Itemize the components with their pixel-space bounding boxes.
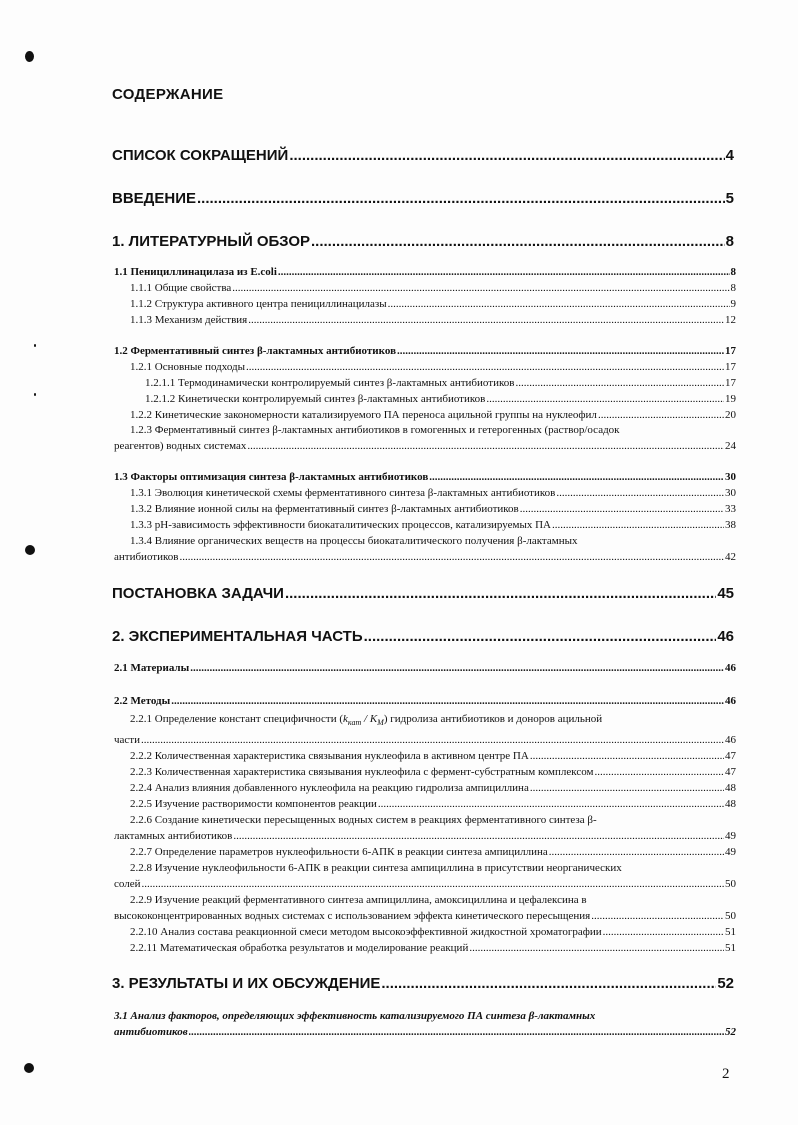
- toc-entry-problem-statement[interactable]: [112, 585, 734, 602]
- toc-leader-dots: [171, 695, 724, 707]
- toc-entry-2-2-9[interactable]: [114, 910, 736, 922]
- toc-entry-page: 48: [725, 798, 736, 810]
- toc-entry-label-cont: солей: [114, 878, 141, 890]
- toc-entry-label: 1.3.2 Влияние ионной силы на ферментативный синтез β-лактамных антибиотиков: [130, 503, 519, 515]
- toc-entry-page: 24: [725, 440, 736, 452]
- toc-entry-label: ВВЕДЕНИЕ: [112, 190, 196, 207]
- toc-entry-page: 38: [725, 519, 736, 531]
- toc-entry-2-2-5[interactable]: [130, 798, 736, 810]
- toc-entry-page: 4: [725, 147, 734, 164]
- toc-entry-label: 1.3 Факторы оптимизация синтеза β-лактамных антибиотиков: [114, 471, 429, 483]
- scan-speck: [25, 545, 35, 555]
- toc-leader-dots: [530, 782, 724, 794]
- toc-entry-page: 5: [725, 190, 734, 207]
- toc-entry-1-2-1-2[interactable]: [145, 393, 736, 405]
- toc-entry-page: 46: [725, 662, 736, 674]
- formula-K: K: [369, 713, 378, 725]
- toc-entry-label: 2.2 Методы: [114, 695, 171, 707]
- toc-entry-2-1[interactable]: [114, 662, 736, 674]
- toc-leader-dots: [197, 190, 725, 207]
- toc-leader-dots: [603, 926, 724, 938]
- toc-entry-2-2-1[interactable]: [114, 734, 736, 746]
- toc-entry-1-3-3[interactable]: [130, 519, 736, 531]
- toc-leader-dots: [142, 878, 725, 890]
- toc-entry-abbreviations[interactable]: [112, 147, 734, 164]
- toc-entry-2-2-8[interactable]: [114, 878, 736, 890]
- toc-leader-dots: [486, 393, 724, 405]
- toc-leader-dots: [378, 798, 724, 810]
- toc-entry-label: 1.2.2 Кинетические закономерности катализируемого ПА переноса ацильной группы на нуклеофил: [130, 409, 597, 421]
- toc-entry-2-2-10[interactable]: [130, 926, 736, 938]
- toc-entry-page: 50: [725, 878, 736, 890]
- toc-entry-page: 50: [725, 910, 736, 922]
- scan-speck: [25, 51, 34, 62]
- toc-entry-1-1[interactable]: [114, 266, 736, 278]
- toc-entry-page: 47: [725, 750, 736, 762]
- toc-entry-page: 49: [725, 846, 736, 858]
- toc-leader-dots: [141, 734, 724, 746]
- toc-entry-page: 52: [725, 1026, 736, 1038]
- toc-entry-3-1[interactable]: [114, 1026, 736, 1038]
- toc-entry-label-cont: антибиотиков: [114, 1026, 188, 1038]
- toc-entry-1-2-3[interactable]: [114, 440, 736, 452]
- toc-entry-label: 1.3.1 Эволюция кинетической схемы ферментативного синтеза β-лактамных антибиотиков: [130, 487, 556, 499]
- toc-entry-page: 33: [725, 503, 736, 515]
- toc-entry-page: 46: [725, 734, 736, 746]
- toc-entry-label: 2.2.10 Анализ состава реакционной смеси методом высокоэффективной жидкостной хроматографии: [130, 926, 602, 938]
- toc-entry-label: 1. ЛИТЕРАТУРНЫЙ ОБЗОР: [112, 233, 311, 250]
- toc-entry-label: 1.1.1 Общие свойства: [130, 282, 232, 294]
- toc-entry-label: 1.2.1.1 Термодинамически контролируемый синтез β-лактамных антибиотиков: [145, 377, 515, 389]
- toc-entry-page: 17: [725, 377, 736, 389]
- formula-K-sub: M: [377, 718, 384, 728]
- toc-entry-1-1-3[interactable]: [130, 314, 736, 326]
- toc-entry-label: 3. РЕЗУЛЬТАТЫ И ИХ ОБСУЖДЕНИЕ: [112, 975, 381, 992]
- toc-entry-label: 2.2.1 Определение констант специфичности (: [130, 713, 344, 725]
- toc-leader-dots: [232, 282, 729, 294]
- toc-entry-page: 49: [725, 830, 736, 842]
- toc-entry-1-3-1[interactable]: [130, 487, 736, 499]
- toc-leader-dots: [469, 942, 724, 954]
- toc-entry-2-2-8-label[interactable]: 2.2.8 Изучение нуклеофильности 6-АПК в реакции синтеза ампициллина в присутствии неорганических: [130, 862, 622, 874]
- toc-leader-dots: [549, 846, 724, 858]
- toc-leader-dots: [233, 830, 724, 842]
- toc-entry-label: 1.2.1.2 Кинетически контролируемый синтез β-лактамных антибиотиков: [145, 393, 486, 405]
- toc-entry-label: 2.2.4 Анализ влияния добавленного нуклеофила на реакцию гидролиза ампициллина: [130, 782, 529, 794]
- toc-entry-page: 52: [717, 975, 734, 992]
- toc-entry-1-1-1[interactable]: [130, 282, 736, 294]
- toc-entry-introduction[interactable]: [112, 190, 734, 207]
- toc-entry-label-cont: высококонцентрированных водных системах с использованием эффекта кинетического пересыщения: [114, 910, 591, 922]
- toc-entry-1-2-2[interactable]: [130, 409, 736, 421]
- toc-entry-page: 48: [725, 782, 736, 794]
- toc-leader-dots: [311, 233, 725, 250]
- toc-entry-results[interactable]: [112, 975, 734, 992]
- toc-entry-page: 20: [725, 409, 736, 421]
- formula-k: k: [343, 713, 348, 725]
- toc-leader-dots: [552, 519, 724, 531]
- toc-entry-label: 2.2.7 Определение параметров нуклеофильности 6-АПК в реакции синтеза ампициллина: [130, 846, 548, 858]
- toc-leader-dots: [179, 551, 724, 563]
- toc-leader-dots: [246, 361, 724, 373]
- scan-speck: [24, 1063, 34, 1073]
- toc-entry-label: 1.2.1 Основные подходы: [130, 361, 245, 373]
- toc-entry-page: 46: [725, 695, 736, 707]
- toc-heading: СОДЕРЖАНИЕ: [112, 86, 224, 103]
- toc-leader-dots: [598, 409, 724, 421]
- toc-entry-page: 8: [730, 282, 736, 294]
- toc-entry-1-3-4[interactable]: [114, 551, 736, 563]
- toc-entry-2-2-2[interactable]: [130, 750, 736, 762]
- toc-entry-label: СПИСОК СОКРАЩЕНИЙ: [112, 147, 289, 164]
- toc-leader-dots: [556, 487, 724, 499]
- toc-entry-page: 51: [725, 942, 736, 954]
- toc-entry-1-2-1-1[interactable]: [145, 377, 736, 389]
- toc-leader-dots: [285, 585, 716, 602]
- toc-entry-page: 47: [725, 766, 736, 778]
- toc-entry-label: 2.2.2 Количественная характеристика связывания нуклеофила в активном центре ПА: [130, 750, 529, 762]
- toc-leader-dots: [278, 266, 730, 278]
- toc-entry-label-cont: реагентов) водных системах: [114, 440, 247, 452]
- toc-entry-label: 1.1.3 Механизм действия: [130, 314, 248, 326]
- toc-leader-dots: [388, 298, 730, 310]
- toc-entry-2-2-7[interactable]: [130, 846, 736, 858]
- toc-entry-1-1-2[interactable]: [130, 298, 736, 310]
- toc-entry-label: 1.1 Пенициллинацилаза из E.coli: [114, 266, 277, 278]
- toc-leader-dots: [520, 503, 724, 515]
- page-number: 2: [722, 1066, 730, 1082]
- toc-entry-1-3[interactable]: [114, 471, 736, 483]
- scan-speck: [34, 393, 36, 396]
- scan-speck: [34, 344, 36, 347]
- toc-leader-dots: [289, 147, 724, 164]
- toc-entry-label: ПОСТАНОВКА ЗАДАЧИ: [112, 585, 284, 602]
- toc-entry-3-1-label[interactable]: 3.1 Анализ факторов, определяющих эффективность катализируемого ПА синтеза β-лактамных: [114, 1010, 596, 1022]
- toc-entry-page: 12: [725, 314, 736, 326]
- toc-entry-label-tail: ) гидролиза антибиотиков и доноров ацильной: [383, 713, 603, 725]
- toc-entry-label: 1.1.2 Структура активного центра пенициллинацилазы: [130, 298, 387, 310]
- toc-leader-dots: [530, 750, 724, 762]
- toc-leader-dots: [248, 314, 724, 326]
- toc-entry-2-2-6[interactable]: [114, 830, 736, 842]
- toc-entry-page: 30: [725, 471, 736, 483]
- toc-entry-label: 2.1 Материалы: [114, 662, 190, 674]
- formula-k-sub: кат: [347, 718, 362, 728]
- toc-entry-page: 8: [730, 266, 736, 278]
- toc-leader-dots: [594, 766, 724, 778]
- toc-entry-label-cont: антибиотиков: [114, 551, 179, 563]
- toc-entry-page: 30: [725, 487, 736, 499]
- toc-entry-2-2-11[interactable]: [130, 942, 736, 954]
- toc-entry-label: 1.2 Ферментативный синтез β-лактамных антибиотиков: [114, 345, 397, 357]
- toc-entry-page: 51: [725, 926, 736, 938]
- formula-slash: /: [361, 713, 370, 725]
- toc-leader-dots: [397, 345, 724, 357]
- toc-entry-1-3-4-label[interactable]: 1.3.4 Влияние органических веществ на процессы биокаталитического получения β-лактамных: [130, 535, 578, 547]
- toc-entry-label: 2.2.11 Математическая обработка результатов и моделирование реакций: [130, 942, 469, 954]
- toc-entry-2-2-9-label[interactable]: 2.2.9 Изучение реакций ферментативного синтеза ампициллина, амоксициллина и цефалексина в: [130, 894, 587, 906]
- toc-entry-page: 17: [725, 361, 736, 373]
- toc-entry-page: 46: [717, 628, 734, 645]
- toc-entry-label-cont: лактамных антибиотиков: [114, 830, 233, 842]
- kcat-km-formula: [343, 713, 384, 728]
- toc-entry-1-2[interactable]: [114, 345, 736, 357]
- toc-entry-label-cont: части: [114, 734, 140, 746]
- toc-leader-dots: [364, 628, 717, 645]
- toc-leader-dots: [381, 975, 716, 992]
- toc-leader-dots: [189, 1026, 724, 1038]
- toc-entry-page: 45: [717, 585, 734, 602]
- toc-leader-dots: [429, 471, 724, 483]
- toc-entry-2-2-1-label[interactable]: [130, 713, 602, 727]
- toc-leader-dots: [515, 377, 724, 389]
- toc-entry-label: 2.2.3 Количественная характеристика связывания нуклеофила с фермент-субстратным комплексом: [130, 766, 594, 778]
- toc-entry-2-2[interactable]: [114, 695, 736, 707]
- toc-entry-2-2-3[interactable]: [130, 766, 736, 778]
- toc-entry-page: 17: [725, 345, 736, 357]
- toc-entry-page: 9: [730, 298, 736, 310]
- toc-entry-1-2-3-label[interactable]: 1.2.3 Ферментативный синтез β-лактамных антибиотиков в гомогенных и гетерогенных (раствор/осадок: [130, 424, 620, 436]
- toc-entry-literature-review[interactable]: [112, 233, 734, 250]
- toc-leader-dots: [591, 910, 724, 922]
- toc-entry-label: 2. ЭКСПЕРИМЕНТАЛЬНАЯ ЧАСТЬ: [112, 628, 363, 645]
- toc-entry-page: 19: [725, 393, 736, 405]
- toc-entry-2-2-4[interactable]: [130, 782, 736, 794]
- toc-entry-1-2-1[interactable]: [130, 361, 736, 373]
- toc-entry-page: 42: [725, 551, 736, 563]
- toc-entry-page: 8: [725, 233, 734, 250]
- toc-entry-label: 2.2.5 Изучение растворимости компонентов реакции: [130, 798, 377, 810]
- toc-entry-2-2-6-label[interactable]: 2.2.6 Создание кинетически пересыщенных водных систем в реакциях ферментативного синтеза β-: [130, 814, 597, 826]
- toc-entry-label: 1.3.3 pH-зависимость эффективности биокаталитических процессов, катализируемых ПА: [130, 519, 552, 531]
- toc-entry-1-3-2[interactable]: [130, 503, 736, 515]
- toc-entry-experimental[interactable]: [112, 628, 734, 645]
- toc-leader-dots: [247, 440, 724, 452]
- toc-leader-dots: [190, 662, 724, 674]
